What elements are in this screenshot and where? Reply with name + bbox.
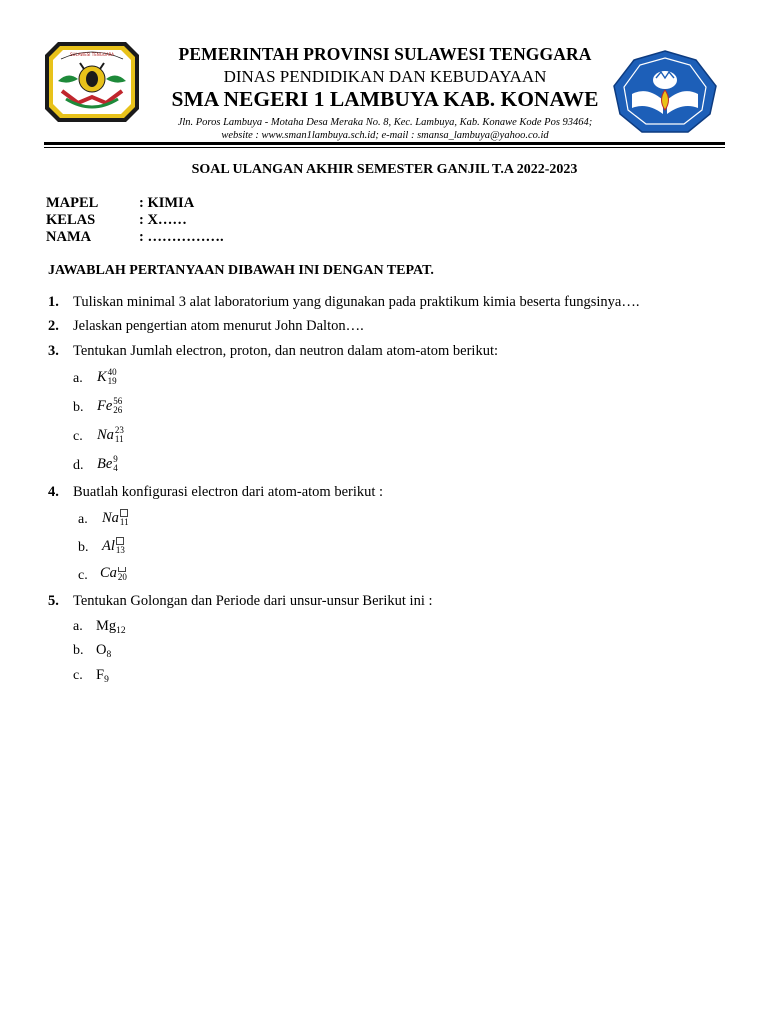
element-symbol: Na bbox=[102, 510, 119, 526]
meta-value-name: : ……………. bbox=[139, 229, 224, 245]
isotope-symbol bbox=[100, 565, 127, 582]
atomic-number: 12 bbox=[116, 626, 126, 636]
element-symbol: Al bbox=[102, 538, 115, 554]
isotope-symbol bbox=[97, 368, 117, 386]
isotope-symbol bbox=[97, 455, 118, 473]
option-letter: b. bbox=[73, 643, 84, 658]
element-symbol: Fe bbox=[97, 398, 113, 414]
option-letter: b. bbox=[78, 540, 89, 555]
question-number: 2. bbox=[48, 318, 59, 334]
element-symbol: Ca bbox=[100, 565, 117, 581]
meta-value-subject: : KIMIA bbox=[139, 195, 195, 211]
question-number: 4. bbox=[48, 484, 59, 500]
mass-placeholder-box bbox=[120, 509, 128, 517]
option-letter: b. bbox=[73, 400, 84, 415]
question-text: Tentukan Golongan dan Periode dari unsur-unsur Berikut ini : bbox=[73, 593, 433, 609]
option-letter: a. bbox=[73, 619, 83, 634]
question-number: 3. bbox=[48, 343, 59, 359]
school-address: Jln. Poros Lambuya - Motaha Desa Meraka No. 8, Kec. Lambuya, Kab. Konawe Kode Pos 93464; bbox=[177, 117, 593, 128]
isotope-symbol bbox=[97, 426, 124, 444]
isotope-symbol bbox=[97, 397, 122, 415]
element-symbol: Mg bbox=[96, 618, 117, 634]
mass-placeholder-box bbox=[116, 537, 124, 545]
atomic-number: 19 bbox=[107, 376, 117, 386]
atomic-number: 26 bbox=[113, 405, 123, 415]
atomic-number: 13 bbox=[115, 545, 125, 555]
exam-title: SOAL ULANGAN AKHIR SEMESTER GANJIL T.A 2022-2023 bbox=[191, 162, 578, 177]
option-letter: a. bbox=[78, 512, 88, 527]
mass-number: 9 bbox=[113, 454, 118, 464]
mass-number: 40 bbox=[107, 367, 117, 377]
option-letter: a. bbox=[73, 371, 83, 386]
emblem-text: SULAWESI TENGGARA bbox=[69, 52, 115, 57]
meta-label-class: KELAS bbox=[46, 212, 96, 228]
element-symbol: F bbox=[96, 667, 105, 683]
instruction: JAWABLAH PERTANYAAN DIBAWAH INI DENGAN TEPAT. bbox=[48, 263, 434, 278]
header-rule-thick bbox=[44, 142, 725, 145]
school-name: SMA NEGERI 1 LAMBUYA KAB. KONAWE bbox=[171, 87, 599, 111]
header-rule-thin bbox=[44, 147, 725, 148]
department-name: DINAS PENDIDIKAN DAN KEBUDAYAAN bbox=[223, 67, 547, 86]
sulawesi-tenggara-emblem bbox=[44, 41, 140, 123]
question-number: 1. bbox=[48, 294, 59, 310]
option-letter: d. bbox=[73, 458, 84, 473]
option-letter: c. bbox=[73, 429, 83, 444]
element-symbol: K bbox=[97, 369, 107, 385]
element-formula bbox=[96, 642, 111, 660]
element-symbol: Be bbox=[97, 456, 113, 472]
atomic-number: 4 bbox=[113, 463, 118, 473]
question-text: Buatlah konfigurasi electron dari atom-atom berikut : bbox=[73, 484, 384, 500]
element-symbol: Na bbox=[97, 427, 114, 443]
atomic-number: 20 bbox=[117, 572, 127, 582]
mass-number: 23 bbox=[114, 425, 124, 435]
isotope-symbol bbox=[102, 509, 129, 527]
isotope-symbol bbox=[102, 537, 125, 555]
question-text: Tuliskan minimal 3 alat laboratorium yang digunakan pada praktikum kimia beserta fungsinya…. bbox=[73, 294, 640, 310]
atomic-number: 11 bbox=[119, 517, 129, 527]
element-formula bbox=[96, 618, 126, 636]
element-formula bbox=[96, 667, 109, 685]
school-contact: website : www.sman1lambuya.sch.id; e-mail : smansa_lambuya@yahoo.co.id bbox=[221, 130, 549, 141]
meta-label-subject: MAPEL bbox=[46, 195, 99, 211]
option-letter: c. bbox=[73, 668, 83, 683]
mass-number: 56 bbox=[113, 396, 123, 406]
atomic-number: 11 bbox=[114, 434, 124, 444]
element-symbol: O bbox=[96, 642, 107, 658]
meta-label-name: NAMA bbox=[46, 229, 92, 245]
option-letter: c. bbox=[78, 568, 88, 583]
question-text: Jelaskan pengertian atom menurut John Dalton…. bbox=[73, 318, 364, 334]
atomic-number: 8 bbox=[106, 650, 112, 660]
atomic-number: 9 bbox=[104, 675, 109, 685]
meta-value-class: : X…… bbox=[139, 212, 187, 228]
question-number: 5. bbox=[48, 593, 59, 609]
government-name: PEMERINTAH PROVINSI SULAWESI TENGGARA bbox=[178, 44, 592, 64]
question-text: Tentukan Jumlah electron, proton, dan neutron dalam atom-atom berikut: bbox=[73, 343, 499, 359]
